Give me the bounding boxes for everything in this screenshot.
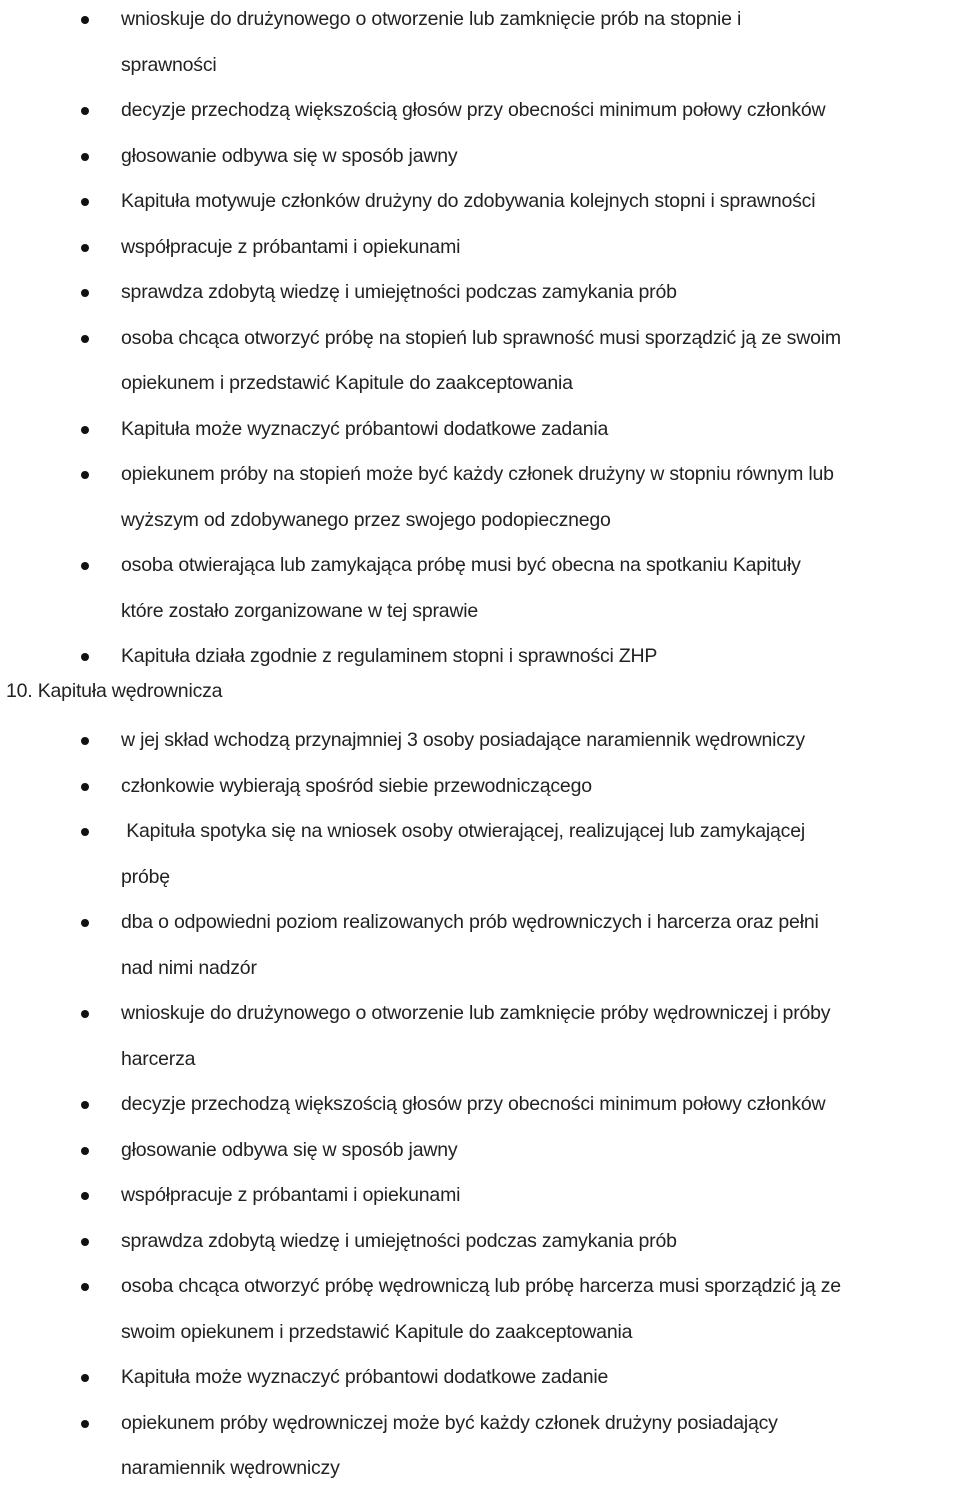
list-item-text: głosowanie odbywa się w sposób jawny <box>121 1138 458 1161</box>
section-heading: 10. Kapituła wędrownicza <box>6 680 223 703</box>
list-item-text: Kapituła może wyznaczyć próbantowi dodatkowe zadanie <box>121 1366 609 1389</box>
list-item-text: sprawności <box>121 53 217 76</box>
list-item-text: głosowanie odbywa się w sposób jawny <box>121 144 458 167</box>
bullet-icon <box>81 919 89 927</box>
list-item <box>0 1082 960 1128</box>
list-item-text: w jej skład wchodzą przynajmniej 3 osoby posiadające naramiennik wędrowniczy <box>121 729 805 752</box>
list-item-text: opiekunem próby wędrowniczej może być każdy członek drużyny posiadający <box>121 1411 778 1434</box>
list-item-text: osoba chcąca otworzyć próbę wędrowniczą lub próbę harcerza musi sporządzić ją ze <box>121 1275 841 1298</box>
bullet-icon <box>81 471 89 479</box>
list-item-text: opiekunem próby na stopień może być każdy członek drużyny w stopniu równym lub <box>121 463 834 486</box>
list-item <box>0 809 960 900</box>
bullet-icon <box>81 1374 89 1382</box>
list-item <box>0 134 960 180</box>
bullet-icon <box>81 783 89 791</box>
bullet-icon <box>81 562 89 570</box>
bullet-icon <box>81 153 89 161</box>
bullet-icon <box>81 1283 89 1291</box>
list-item <box>0 225 960 271</box>
list-item-text: nad nimi nadzór <box>121 956 257 979</box>
list-item-text: harcerza <box>121 1047 196 1070</box>
list-item-text: wyższym od zdobywanego przez swojego podopiecznego <box>121 508 611 531</box>
bullet-icon <box>81 1147 89 1155</box>
list-item <box>0 179 960 225</box>
bullet-icon <box>81 1238 89 1246</box>
list-item <box>0 764 960 810</box>
list-item <box>0 718 960 764</box>
bullet-icon <box>81 107 89 115</box>
list-item-text: dba o odpowiedni poziom realizowanych prób wędrowniczych i harcerza oraz pełni <box>121 911 819 934</box>
list-item-text: opiekunem i przedstawić Kapitule do zaakceptowania <box>121 372 573 395</box>
list-item <box>0 1219 960 1265</box>
bullet-icon <box>81 426 89 434</box>
list-item <box>0 1355 960 1401</box>
list-item <box>0 1401 960 1492</box>
list-item-text: osoba otwierająca lub zamykająca próbę musi być obecna na spotkaniu Kapituły <box>121 554 801 577</box>
list-item-text: które zostało zorganizowane w tej sprawie <box>121 599 479 622</box>
list-item-text: decyzje przechodzą większością głosów przy obecności minimum połowy członków <box>121 1093 826 1116</box>
list-item-text: Kapituła motywuje członków drużyny do zdobywania kolejnych stopni i sprawności <box>121 190 816 213</box>
list-item-text: Kapituła może wyznaczyć próbantowi dodatkowe zadania <box>121 417 609 440</box>
bullet-icon <box>81 828 89 836</box>
list-item <box>0 900 960 991</box>
list-item-text: próbę <box>121 865 170 888</box>
list-item-text: sprawdza zdobytą wiedzę i umiejętności podczas zamykania prób <box>121 281 677 304</box>
list-item <box>0 1264 960 1355</box>
bullet-icon <box>81 335 89 343</box>
list-item-text: wnioskuje do drużynowego o otworzenie lub zamknięcie próby wędrowniczej i próby <box>121 1002 831 1025</box>
bullet-icon <box>81 244 89 252</box>
list-item <box>0 1128 960 1174</box>
bullet-icon <box>81 289 89 297</box>
list-item <box>0 316 960 407</box>
list-item-text: naramiennik wędrowniczy <box>121 1457 340 1480</box>
bullet-icon <box>81 16 89 24</box>
list-item-text: współpracuje z próbantami i opiekunami <box>121 235 461 258</box>
list-item <box>0 88 960 134</box>
list-item <box>0 452 960 543</box>
list-item-text: Kapituła spotyka się na wniosek osoby otwierającej, realizującej lub zamykającej <box>121 820 805 843</box>
list-item-text: osoba chcąca otworzyć próbę na stopień lub sprawność musi sporządzić ją ze swoim <box>121 326 841 349</box>
list-item-text: decyzje przechodzą większością głosów przy obecności minimum połowy członków <box>121 99 826 122</box>
list-item <box>0 407 960 453</box>
list-item <box>0 543 960 634</box>
bullet-icon <box>81 1010 89 1018</box>
list-item-text: swoim opiekunem i przedstawić Kapitule do zaakceptowania <box>121 1320 633 1343</box>
list-item-text: członkowie wybierają spośród siebie przewodniczącego <box>121 774 592 797</box>
list-item <box>0 991 960 1082</box>
list-item <box>0 0 960 88</box>
list-item <box>0 1173 960 1219</box>
list-item <box>0 270 960 316</box>
list-item-text: sprawdza zdobytą wiedzę i umiejętności podczas zamykania prób <box>121 1229 677 1252</box>
bullet-icon <box>81 1192 89 1200</box>
list-item-text: współpracuje z próbantami i opiekunami <box>121 1184 461 1207</box>
bullet-icon <box>81 198 89 206</box>
bullet-icon <box>81 737 89 745</box>
bullet-icon <box>81 1420 89 1428</box>
list-item-text: Kapituła działa zgodnie z regulaminem stopni i sprawności ZHP <box>121 645 658 668</box>
bullet-icon <box>81 1101 89 1109</box>
list-item-text: wnioskuje do drużynowego o otworzenie lub zamknięcie prób na stopnie i <box>121 8 742 31</box>
bullet-icon <box>81 653 89 661</box>
